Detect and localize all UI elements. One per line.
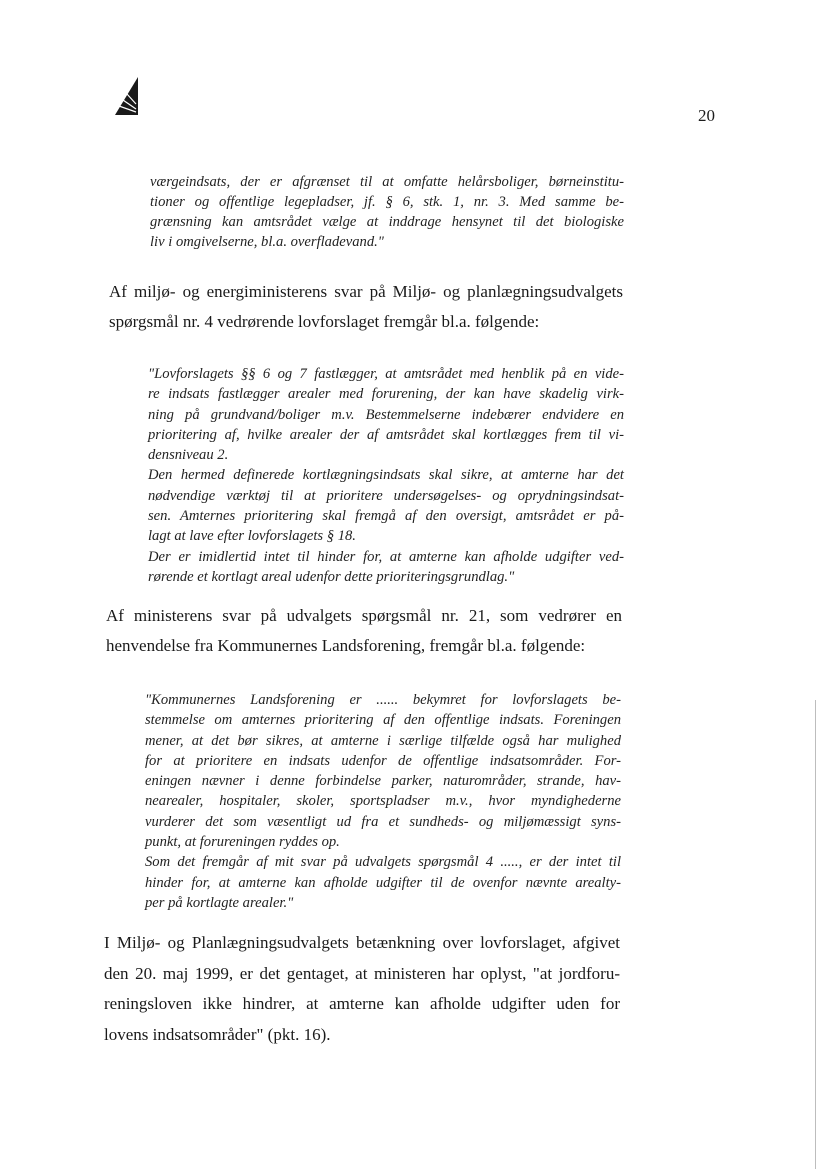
quote-line: Den hermed definerede kortlægningsindsats skal sikre, at amterne har det (148, 467, 624, 484)
paragraph-line: henvendelse fra Kommunernes Landsforening, fremgår bl.a. følgende: (106, 636, 586, 655)
quote-line: "Kommunernes Landsforening er ...... bekymret for lovforslagets be- (145, 692, 621, 708)
quote-line: for at prioritere en indsats udenfor de offentlige indsatsområder. For- (145, 752, 621, 769)
page-number: 20 (698, 106, 715, 125)
quote-line: tioner og offentlige legepladser, jf. § 6, stk. 1, nr. 3. Med samme be- (150, 194, 624, 210)
quote-line: vurderer det som væsentligt ud fra et sundheds- og miljømæssigt syns- (145, 813, 621, 830)
paragraph-line: lovens indsatsområder" (pkt. 16). (104, 1024, 331, 1044)
quote-block-3 (145, 690, 621, 913)
quote-line: densniveau 2. (148, 447, 229, 464)
quote-line: mener, at det bør sikres, at amterne i særlige tilfælde også har mulighed (145, 732, 621, 749)
quote-line: rørende et kortlagt areal udenfor dette prioriteringsgrundlag." (148, 568, 515, 585)
quote-line: Som det fremgår af mit svar på udvalgets spørgsmål 4 ....., er der intet til (145, 854, 621, 871)
quote-line: punkt, at forureningen ryddes op. (145, 834, 340, 851)
quote-line: "Lovforslagets §§ 6 og 7 fastlægger, at amtsrådet med henblik på en vide- (148, 366, 624, 382)
quote-block-2 (148, 364, 624, 587)
paragraph-line: I Miljø- og Planlægningsudvalgets betænkning over lovforslaget, afgivet (104, 933, 620, 952)
paragraph-line: Af ministerens svar på udvalgets spørgsmål nr. 21, som vedrører en (106, 606, 622, 625)
paragraph-line: reningsloven ikke hindrer, at amterne kan afholde udgifter uden for (104, 994, 620, 1013)
quote-line: nødvendige værktøj til at prioritere undersøgelses- og oprydningsindsat- (148, 487, 624, 504)
quote-line: grænsning kan amtsrådet vælge at inddrage hensynet til det biologiske (150, 214, 624, 230)
paragraph-line: Af miljø- og energiministerens svar på Miljø- og planlægningsudvalgets (109, 282, 623, 301)
quote-line: stemmelse om amternes prioritering af den offentlige indsats. Foreningen (145, 712, 621, 729)
quote-line: ning på grundvand/boliger m.v. Bestemmelserne indebærer endvidere en (148, 406, 624, 423)
paragraph-1 (109, 277, 623, 337)
paragraph-line: spørgsmål nr. 4 vedrørende lovforslaget fremgår bl.a. følgende: (109, 312, 540, 331)
quote-line: nearealer, hospitaler, skoler, sportspladser m.v., hvor myndighederne (145, 793, 621, 810)
quote-line: prioritering af, hvilke arealer der af amtsrådet skal kortlægges frem til vi- (148, 426, 624, 443)
quote-line: eningen nævner i denne forbindelse parker, naturområder, strande, hav- (145, 773, 621, 790)
quote-line: Der er imidlertid intet til hinder for, at amterne kan afholde udgifter ved- (148, 548, 624, 565)
quote-line: lagt at lave efter lovforslagets § 18. (148, 528, 356, 545)
quote-block-1 (150, 172, 624, 252)
quote-line: re indsats fastlægger arealer med forurening, der kan have skadelig virk- (148, 386, 624, 403)
quote-line: liv i omgivelserne, bl.a. overfladevand." (150, 234, 384, 250)
logo-triangle-icon (114, 76, 140, 116)
paragraph-2 (106, 601, 622, 661)
paragraph-line: den 20. maj 1999, er det gentaget, at ministeren har oplyst, "at jordforu- (104, 963, 620, 983)
paragraph-3 (104, 928, 620, 1050)
page-edge-line (815, 700, 816, 1169)
quote-line: hinder for, at amterne kan afholde udgifter til de ovenfor nævnte arealty- (145, 874, 621, 891)
quote-line: per på kortlagte arealer." (145, 894, 294, 911)
quote-line: sen. Amternes prioritering skal fremgå af den oversigt, amtsrådet er på- (148, 508, 624, 525)
quote-line: værgeindsats, der er afgrænset til at omfatte helårsboliger, børneinstitu- (150, 174, 624, 190)
